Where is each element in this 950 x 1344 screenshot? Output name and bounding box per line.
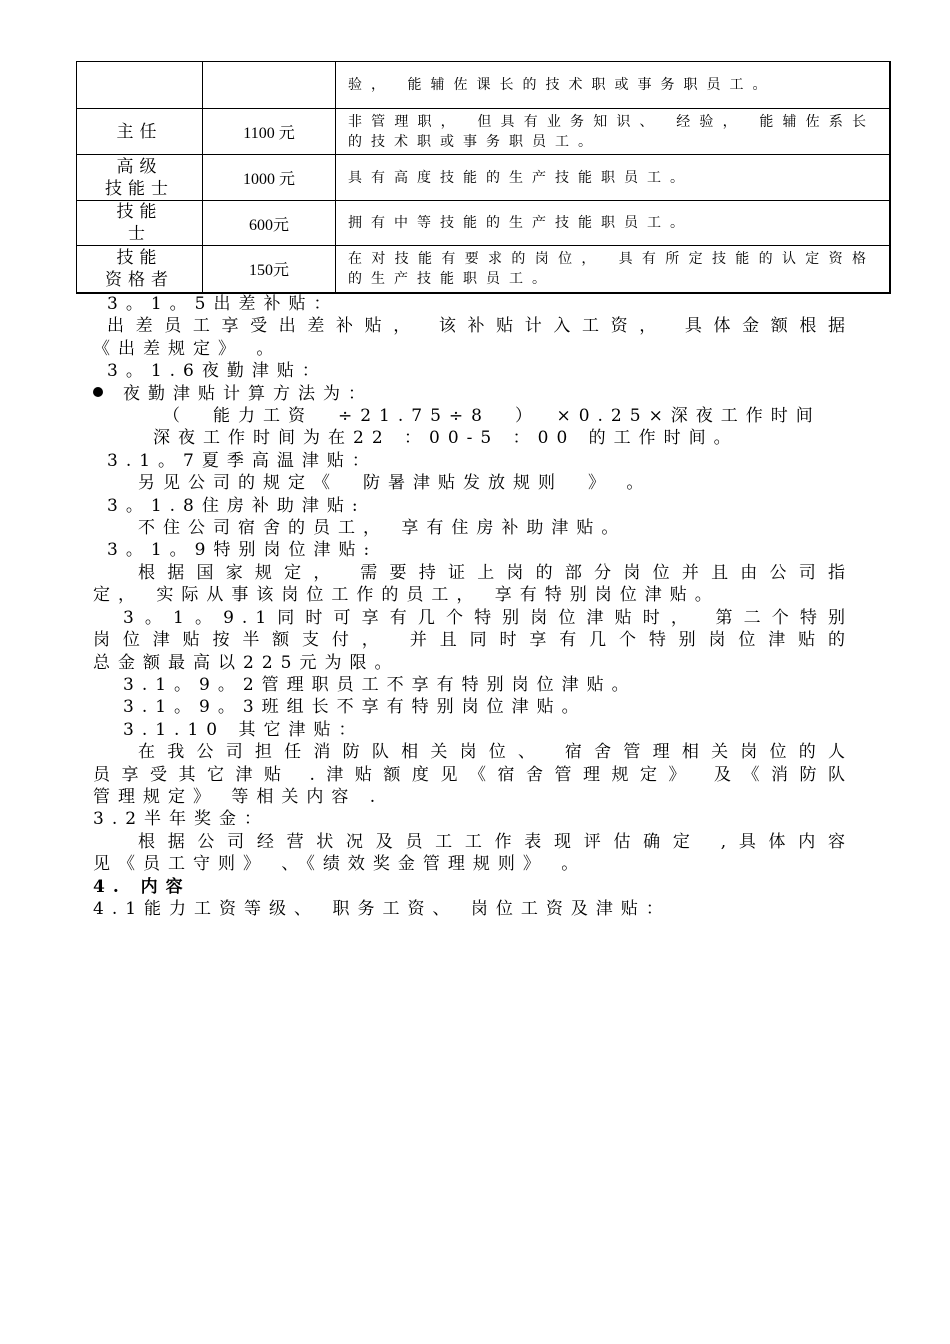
paragraph-line: 根据公司经营状况及员工工作表现评估确定 ,具体内容 <box>138 831 853 852</box>
description-cell: 具有高度技能的生产技能职员工。 <box>336 155 891 201</box>
description-cell: 验， 能辅佐课长的技术职或事务职员工。 <box>336 62 891 109</box>
title-line: 技能 <box>116 202 163 222</box>
paragraph-line: 3.1。9。3班组长不享有特别岗位津贴。 <box>123 697 587 718</box>
paragraph-line: 出差员工享受出差补贴， 该补贴计入工资， 具体金额根据 <box>107 316 853 337</box>
description-cell: 拥有中等技能的生产技能职员工。 <box>336 201 891 246</box>
document-body <box>93 293 853 920</box>
amount-cell: 150元 <box>203 246 336 293</box>
table-row <box>77 109 891 155</box>
paragraph-line: 岗位津贴按半额支付， 并且同时享有几个特别岗位津贴的 <box>93 630 853 651</box>
table-row <box>77 201 891 246</box>
title-line: 资格者 <box>105 269 174 290</box>
paragraph-line: 另见公司的规定《 防暑津贴发放规则 》 。 <box>138 473 652 494</box>
section-heading-3-1-7: 3.1。7夏季高温津贴： <box>107 450 377 471</box>
paragraph-line: 3.1。9。2管理职员工不享有特别岗位津贴。 <box>123 674 637 695</box>
section-heading-3-1-8: 3。1.8住房补助津贴: <box>107 495 366 516</box>
section-heading-4: 4. 内容 <box>93 876 191 897</box>
amount-cell: 1000 元 <box>203 155 336 201</box>
section-heading-4-1: 4.1能力工资等级、 职务工资、 岗位工资及津贴： <box>93 898 671 919</box>
table-row <box>77 62 891 109</box>
formula-line: （ 能力工资 ÷21.75÷8 ） ×0.25×深夜工作时间 <box>163 406 821 427</box>
description-cell: 非管理职， 但具有业务知识、 经验， 能辅佐系长的技术职或事务职员工。 <box>336 109 891 155</box>
bullet-icon <box>93 387 103 397</box>
paragraph-line: 定， 实际从事该岗位工作的员工， 享有特别岗位津贴。 <box>93 585 720 606</box>
title-cell <box>77 62 203 109</box>
section-heading-3-1-9: 3。1。9特别岗位津贴: <box>107 540 378 561</box>
amount-cell: 600元 <box>203 201 336 246</box>
title-line: 技能士 <box>105 178 174 199</box>
title-cell <box>77 155 203 201</box>
title-cell <box>77 201 203 246</box>
table-row <box>77 155 891 201</box>
amount-cell: 1100 元 <box>203 109 336 155</box>
paragraph-line: 3。1。9.1同时可享有几个特别岗位津贴时， 第二个特别 <box>123 607 853 628</box>
title-line: 技能 <box>116 247 163 268</box>
amount-cell <box>203 62 336 109</box>
bullet-text: 夜勤津贴计算方法为： <box>123 383 373 404</box>
paragraph-line: 管理规定》 等相关内容 . <box>93 786 384 807</box>
paragraph-line: 根据国家规定， 需要持证上岗的部分岗位并且由公司指 <box>138 562 853 583</box>
table-row <box>77 246 891 293</box>
section-heading-3-1-6: 3。1.6夜勤津贴： <box>107 361 327 382</box>
section-heading-3-1-10: 3.1.10 其它津贴： <box>123 719 364 740</box>
paragraph-line: 深夜工作时间为在22 ：00-5 ：00 的工作时间。 <box>153 428 739 449</box>
description-cell: 在对技能有要求的岗位， 具有所定技能的认定资格的生产技能职员工。 <box>336 246 891 293</box>
paragraph-line: 在我公司担任消防队相关岗位、 宿舍管理相关岗位的人 <box>138 742 853 763</box>
bullet-item <box>93 383 853 405</box>
section-heading-3-2: 3.2半年奖金： <box>93 809 270 830</box>
paragraph-line: 员享受其它津贴 .津贴额度见《宿舍管理规定》 及《消防队 <box>93 764 853 785</box>
title-cell: 主任 <box>77 109 203 155</box>
paragraph-line: 总金额最高以225元为限。 <box>93 652 400 673</box>
paragraph-line: 《出差规定》 。 <box>93 338 282 359</box>
paragraph-line: 见《员工守则》 、《绩效奖金管理规则》 。 <box>93 854 587 875</box>
title-cell <box>77 246 203 293</box>
section-heading-3-1-5: 3。1。5出差补贴： <box>107 294 339 314</box>
allowance-table <box>76 61 891 294</box>
paragraph-line: 不住公司宿舍的员工， 享有住房补助津贴。 <box>138 518 627 539</box>
title-line: 高级 <box>116 156 163 177</box>
title-line: 士 <box>128 224 151 244</box>
